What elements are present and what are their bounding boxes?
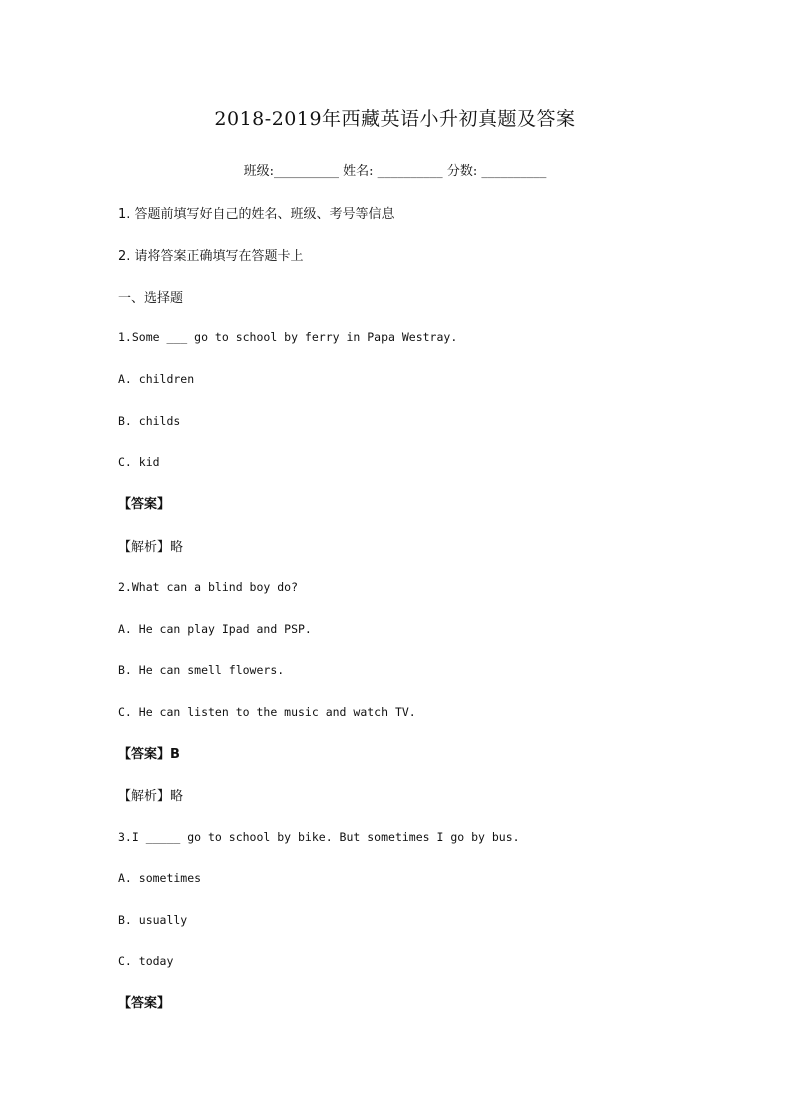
question-1-option-b: B. childs — [118, 414, 181, 428]
section-title: 一、选择题 — [118, 291, 184, 306]
instruction-2: 2. 请将答案正确填写在答题卡上 — [118, 249, 304, 264]
question-1-answer: 【答案】 — [118, 497, 171, 512]
student-info-line: 班级:__________ 姓名: __________ 分数: __________ — [243, 164, 547, 179]
question-2-option-c: C. He can listen to the music and watch TV. — [118, 705, 416, 719]
question-2-analysis: 【解析】略 — [118, 789, 184, 804]
question-1-option-a: A. children — [118, 372, 195, 386]
question-1-text: 1.Some ___ go to school by ferry in Papa Westray. — [118, 330, 458, 344]
question-2-option-b: B. He can smell flowers. — [118, 663, 285, 677]
question-3-answer: 【答案】 — [118, 996, 171, 1011]
question-2-answer: 【答案】B — [118, 747, 180, 762]
question-3-text: 3.I _____ go to school by bike. But sometimes I go by bus. — [118, 830, 520, 844]
document-title: 2018-2019年西藏英语小升初真题及答案 — [214, 108, 576, 130]
question-3-option-a: A. sometimes — [118, 871, 202, 885]
question-3-option-b: B. usually — [118, 913, 188, 927]
question-2-option-a: A. He can play Ipad and PSP. — [118, 622, 312, 636]
question-2-text: 2.What can a blind boy do? — [118, 580, 299, 594]
question-1-analysis: 【解析】略 — [118, 540, 184, 555]
question-1-option-c: C. kid — [118, 455, 160, 469]
instruction-1: 1. 答题前填写好自己的姓名、班级、考号等信息 — [118, 207, 395, 222]
question-3-option-c: C. today — [118, 954, 174, 968]
